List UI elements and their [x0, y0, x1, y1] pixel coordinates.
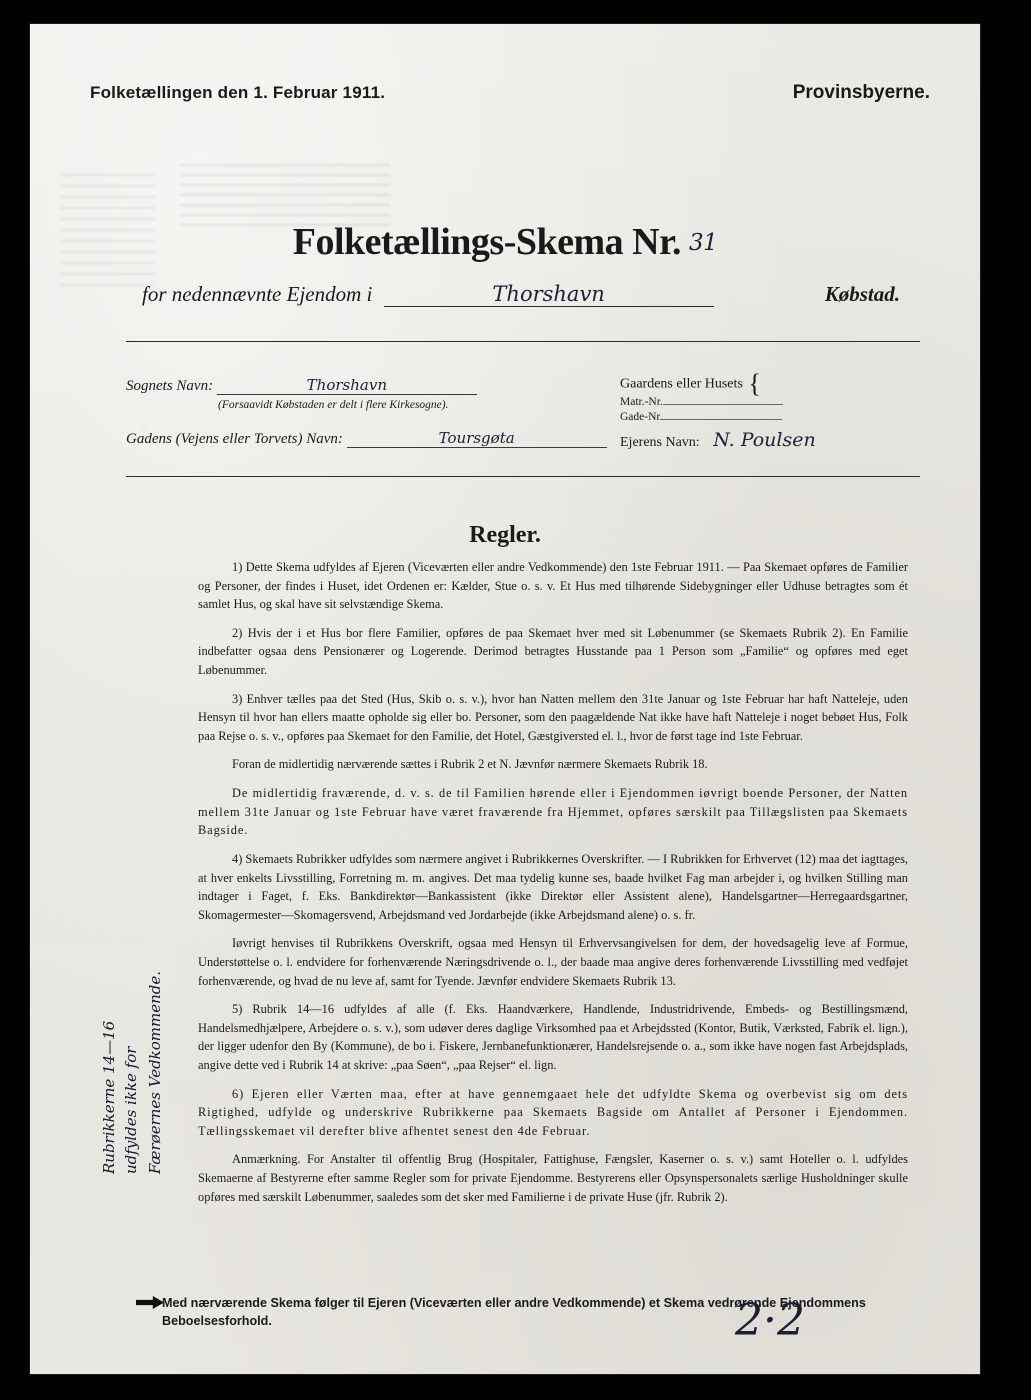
- owner-label: Ejerens Navn:: [620, 435, 700, 450]
- gade-nr-value: [662, 419, 782, 420]
- margin-note-line-2: udfyldes ikke for: [122, 1046, 140, 1174]
- rule-item: 5) Rubrik 14—16 udfyldes af alle (f. Eks. Haandværkere, Handlende, Industridrivende, Embeds- og Bestillingsmænd, Handelsmedhjælpere, Arbejdere o. s. v.), som udøver deres daglige Virksomhed paa et Arbejdssted (Kontor, Butik, Værksted, Fabrik el. lign.), der ligger udenfor den By (Kommune), de bo i. Fiskere, Jernbanefunktionærer, Handelsrejsende o. a., som ikke have nogen fast Arbejdsplads, angive dette ved i Rubrik 14 at skrive: „paa Søen“, „paa Rejser“ el. lign.: [198, 1002, 908, 1073]
- matr-nr-value: [663, 404, 783, 405]
- footer-note: Med nærværende Skema følger til Ejeren (Viceværten eller andre Vedkommende) et Skema vedrørende Ejendommens Beboelsesforhold.: [162, 1296, 866, 1329]
- house-number-lines: [620, 395, 783, 425]
- street-label: Gadens (Vejens eller Torvets) Navn:: [126, 431, 343, 447]
- form-title-wrap: [30, 220, 980, 264]
- house-number-field: [620, 369, 920, 425]
- page-title-text: Folketællings-Skema Nr.: [292, 221, 681, 263]
- form-header: [90, 82, 930, 104]
- bottom-handwritten-number: 2·2: [735, 1295, 805, 1346]
- matr-nr-label: Matr.-Nr.: [620, 395, 663, 408]
- rule-item: Iøvrigt henvises til Rubrikkens Overskrift, ogsaa med Hensyn til Erhvervsangivelsen for dem, der hovedsagelig leve af Formue, Understøttelse o. l. endvidere for forhenværende Næringsdrivende o. l., der baade maa angive deres forhenværende Livsstilling med vedføjet forhenværende, og hvad de nu leve af, samt for Tyende. Jævnfør endvidere Skemaets Rubrik 13.: [198, 936, 908, 988]
- rule-item: 6) Ejeren eller Værten maa, efter at have gennemgaaet hele det udfyldte Skema og overbevist sig om dets Rigtighed, udfylde og underskrive Rubrikkerne paa Skemaets Bagside om Antallet af Personer i Ejendommen. Tællingsskemaet vil derefter blive afhentet senest den 4de Februar.: [198, 1086, 908, 1138]
- form-number-handwritten: 31: [688, 230, 718, 256]
- brace-icon: {: [748, 369, 761, 398]
- rules-body: [198, 558, 908, 1216]
- parish-note: (Forsaavidt Købstaden er delt i flere Kirkesogne).: [218, 399, 449, 411]
- margin-note: [92, 924, 202, 1224]
- owner-field-row: [620, 429, 920, 451]
- rule-item: Foran de midlertidig nærværende sættes i Rubrik 2 et N. Jævnfør nærmere Skemaets Rubrik 18.: [232, 757, 708, 772]
- rule-item: 3) Enhver tælles paa det Sted (Hus, Skib o. s. v.), hvor han Natten mellem den 31te Januar og 1ste Februar har haft Natteleje, uden Hensyn til hvor han ellers maatte opholde sig eller bo. Personer, som den paagældende Nat ikke have haft Natteleje i noget bebøet Hus, Folk paa Rejse o. s. v., opføres paa Skemaet for den Familie, det Hotel, Gæstgiversted el. l., hvor de først tage ind 1ste Februar.: [198, 691, 908, 743]
- rule-item: 2) Hvis der i et Hus bor flere Familier, opføres de paa Skemaet hver med sit Løbenummer (se Skemaets Rubrik 2). En Familie indbefatter ogsaa dens Pensionærer og Logerende. Derimod betragtes Husstande paa 1 Person som „Familie“ og opføres med eget Løbenummer.: [198, 625, 908, 678]
- rule-item: 4) Skemaets Rubrikker udfyldes som nærmere angivet i Rubrikkernes Overskrifter. — I Rubrikken for Erhvervet (12) maa det iagttages, at hver enkelts Livsstilling, Forretning m. m. angives. Det maa tydelig kunne ses, baade hvilket Fag man arbejder i, og hvilken Stilling man indtager i Faget, f. Eks. Bankdirektør—Bankassistent (ikke Direktør eller Assistent alene), Handelsgartner—Herregaardsgartner, Skomagermester—Skomagersvend, Arbejdsmand ved Jordarbejde (ikke Arbejdsmand alene) o. s. fr.: [198, 851, 908, 922]
- margin-note-line-3: Færøernes Vedkommende.: [146, 970, 164, 1174]
- rules-heading: Regler.: [469, 522, 541, 548]
- divider-bottom: [126, 476, 920, 477]
- margin-note-line-1: Rubrikkerne 14—16: [100, 1020, 118, 1174]
- pointing-hand-icon: [136, 1296, 164, 1309]
- rule-note: Anmærkning. For Anstalter til offentlig Brug (Hospitaler, Fattighuse, Fængsler, Kaserner o. s. v.) samt Hoteller o. l. udfyldes Skemaerne af Bestyrerne efter samme Regler som for private Ejendomme. Bestyrerens eller Opsynspersonalets særlige Husholdninger skulle opføres med særskilt Løbenummer, saaledes som det sker med Familierne i de private Huse (jfr. Rubrik 2).: [198, 1152, 908, 1204]
- property-line: [142, 282, 900, 307]
- header-date-label: Folketællingen den 1. Februar 1911.: [90, 83, 386, 102]
- page-title: [293, 220, 718, 264]
- house-label: Gaardens eller Husets: [620, 376, 743, 392]
- parish-label: Sognets Navn:: [126, 378, 214, 394]
- rule-item: De midlertidig fraværende, d. v. s. de til Familien hørende eller i Ejendommen iøvrigt boende Personer, der Natten mellem 31te Januar og 1ste Februar have været fraværende fra Hjemmet, opføres særskilt paa Tillægslisten paa Skemaets Bagside.: [198, 786, 908, 838]
- property-prefix-label: for nedennævnte Ejendom i: [142, 282, 373, 306]
- kobstad-label: Købstad.: [824, 282, 900, 306]
- property-place-value: Thorshavn: [384, 282, 714, 307]
- header-region-label: Provinsbyerne.: [792, 82, 930, 103]
- parish-value: Thorshavn: [217, 376, 477, 395]
- street-value: Toursgøta: [347, 429, 607, 448]
- gade-nr-label: Gade-Nr.: [620, 410, 663, 423]
- divider-top: [126, 341, 920, 342]
- owner-value: N. Poulsen: [713, 429, 816, 451]
- rule-item: 1) Dette Skema udfyldes af Ejeren (Viceværten eller andre Vedkommende) den 1ste Februar 1911. — Paa Skemaet opføres de Familier og Personer, der findes i Huset, idet Ordenen er: Kælder, Stue o. s. v. Et Hus med tilhørende Sidebygninger eller Udhuse betragtes som ét samlet Hus, og skal have sit selvstændige Skema.: [198, 560, 908, 612]
- census-form-page: [30, 24, 980, 1374]
